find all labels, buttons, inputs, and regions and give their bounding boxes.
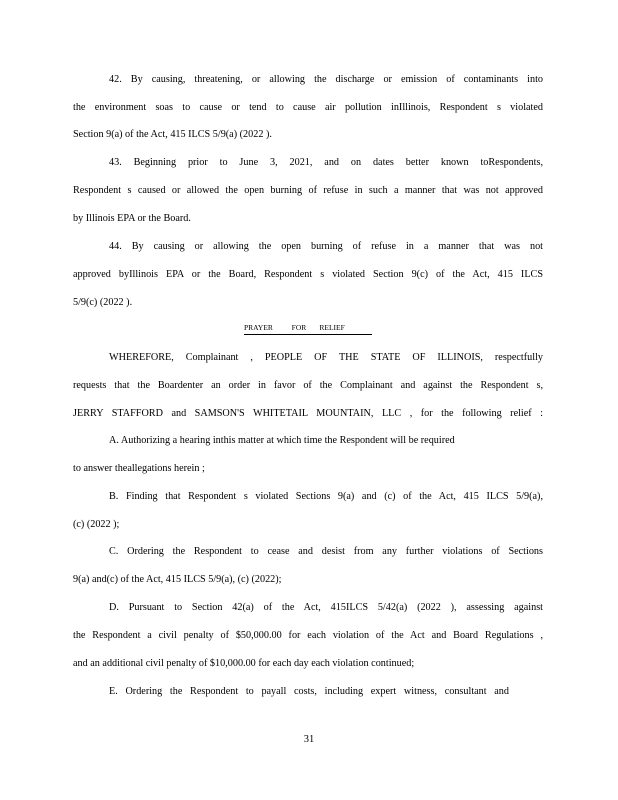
para-43-line-1: 43. Beginning prior to June 3, 2021, and on dates better known toRespondents, (109, 157, 543, 168)
wherefore-line-3: JERRY STAFFORD and SAMSON'S WHITETAIL MOUNTAIN, LLC , for the following relief : (73, 408, 543, 419)
para-43-line-2: Respondent s caused or allowed the open burning of refuse in such a manner that was not approved (73, 185, 543, 196)
wherefore-line-1: WHEREFORE, Complainant , PEOPLE OF THE STATE OF ILLINOIS, respectfully (109, 352, 543, 363)
wherefore-line-2: requests that the Boardenter an order in favor of the Complainant and against the Respondent s, (73, 380, 543, 391)
para-43-line-3: by Illinois EPA or the Board. (73, 213, 191, 224)
para-44-line-3: 5/9(c) (2022 ). (73, 297, 133, 308)
relief-a-line-1: A. Authorizing a hearing inthis matter at which time the Respondent will be required (109, 435, 455, 446)
relief-c-line-1: C. Ordering the Respondent to cease and desist from any further violations of Sections (109, 546, 543, 557)
relief-d-line-1: D. Pursuant to Section 42(a) of the Act, 415ILCS 5/42(a) (2022 ), assessing against (109, 602, 543, 613)
relief-d-line-3: and an additional civil penalty of $10,000.00 for each day each violation continued; (73, 658, 415, 669)
prayer-heading: PRAYER FOR RELIEF (244, 322, 372, 335)
para-42-line-3: Section 9(a) of the Act, 415 ILCS 5/9(a) (2022 ). (73, 129, 272, 140)
para-42-line-2: the environment soas to cause or tend to cause air pollution inIllinois, Respondent s violated (73, 102, 543, 113)
para-44-line-2: approved byIllinois EPA or the Board, Respondent s violated Section 9(c) of the Act, 415 ILCS (73, 269, 543, 280)
relief-b-line-1: B. Finding that Respondent s violated Sections 9(a) and (c) of the Act, 415 ILCS 5/9(a), (109, 491, 543, 502)
para-44-line-1: 44. By causing or allowing the open burning of refuse in a manner that was not (109, 241, 543, 252)
para-42-line-1: 42. By causing, threatening, or allowing the discharge or emission of contaminants into (109, 74, 543, 85)
relief-b-line-2: (c) (2022 ); (73, 519, 120, 530)
relief-c-line-2: 9(a) and(c) of the Act, 415 ILCS 5/9(a), (c) (2022); (73, 574, 282, 585)
relief-d-line-2: the Respondent a civil penalty of $50,000.00 for each violation of the Act and Board Regulations , (73, 630, 543, 641)
relief-a-line-2: to answer theallegations herein ; (73, 463, 205, 474)
relief-e-line-1: E. Ordering the Respondent to payall costs, including expert witness, consultant and (109, 686, 509, 697)
page-number: 31 (303, 734, 315, 745)
